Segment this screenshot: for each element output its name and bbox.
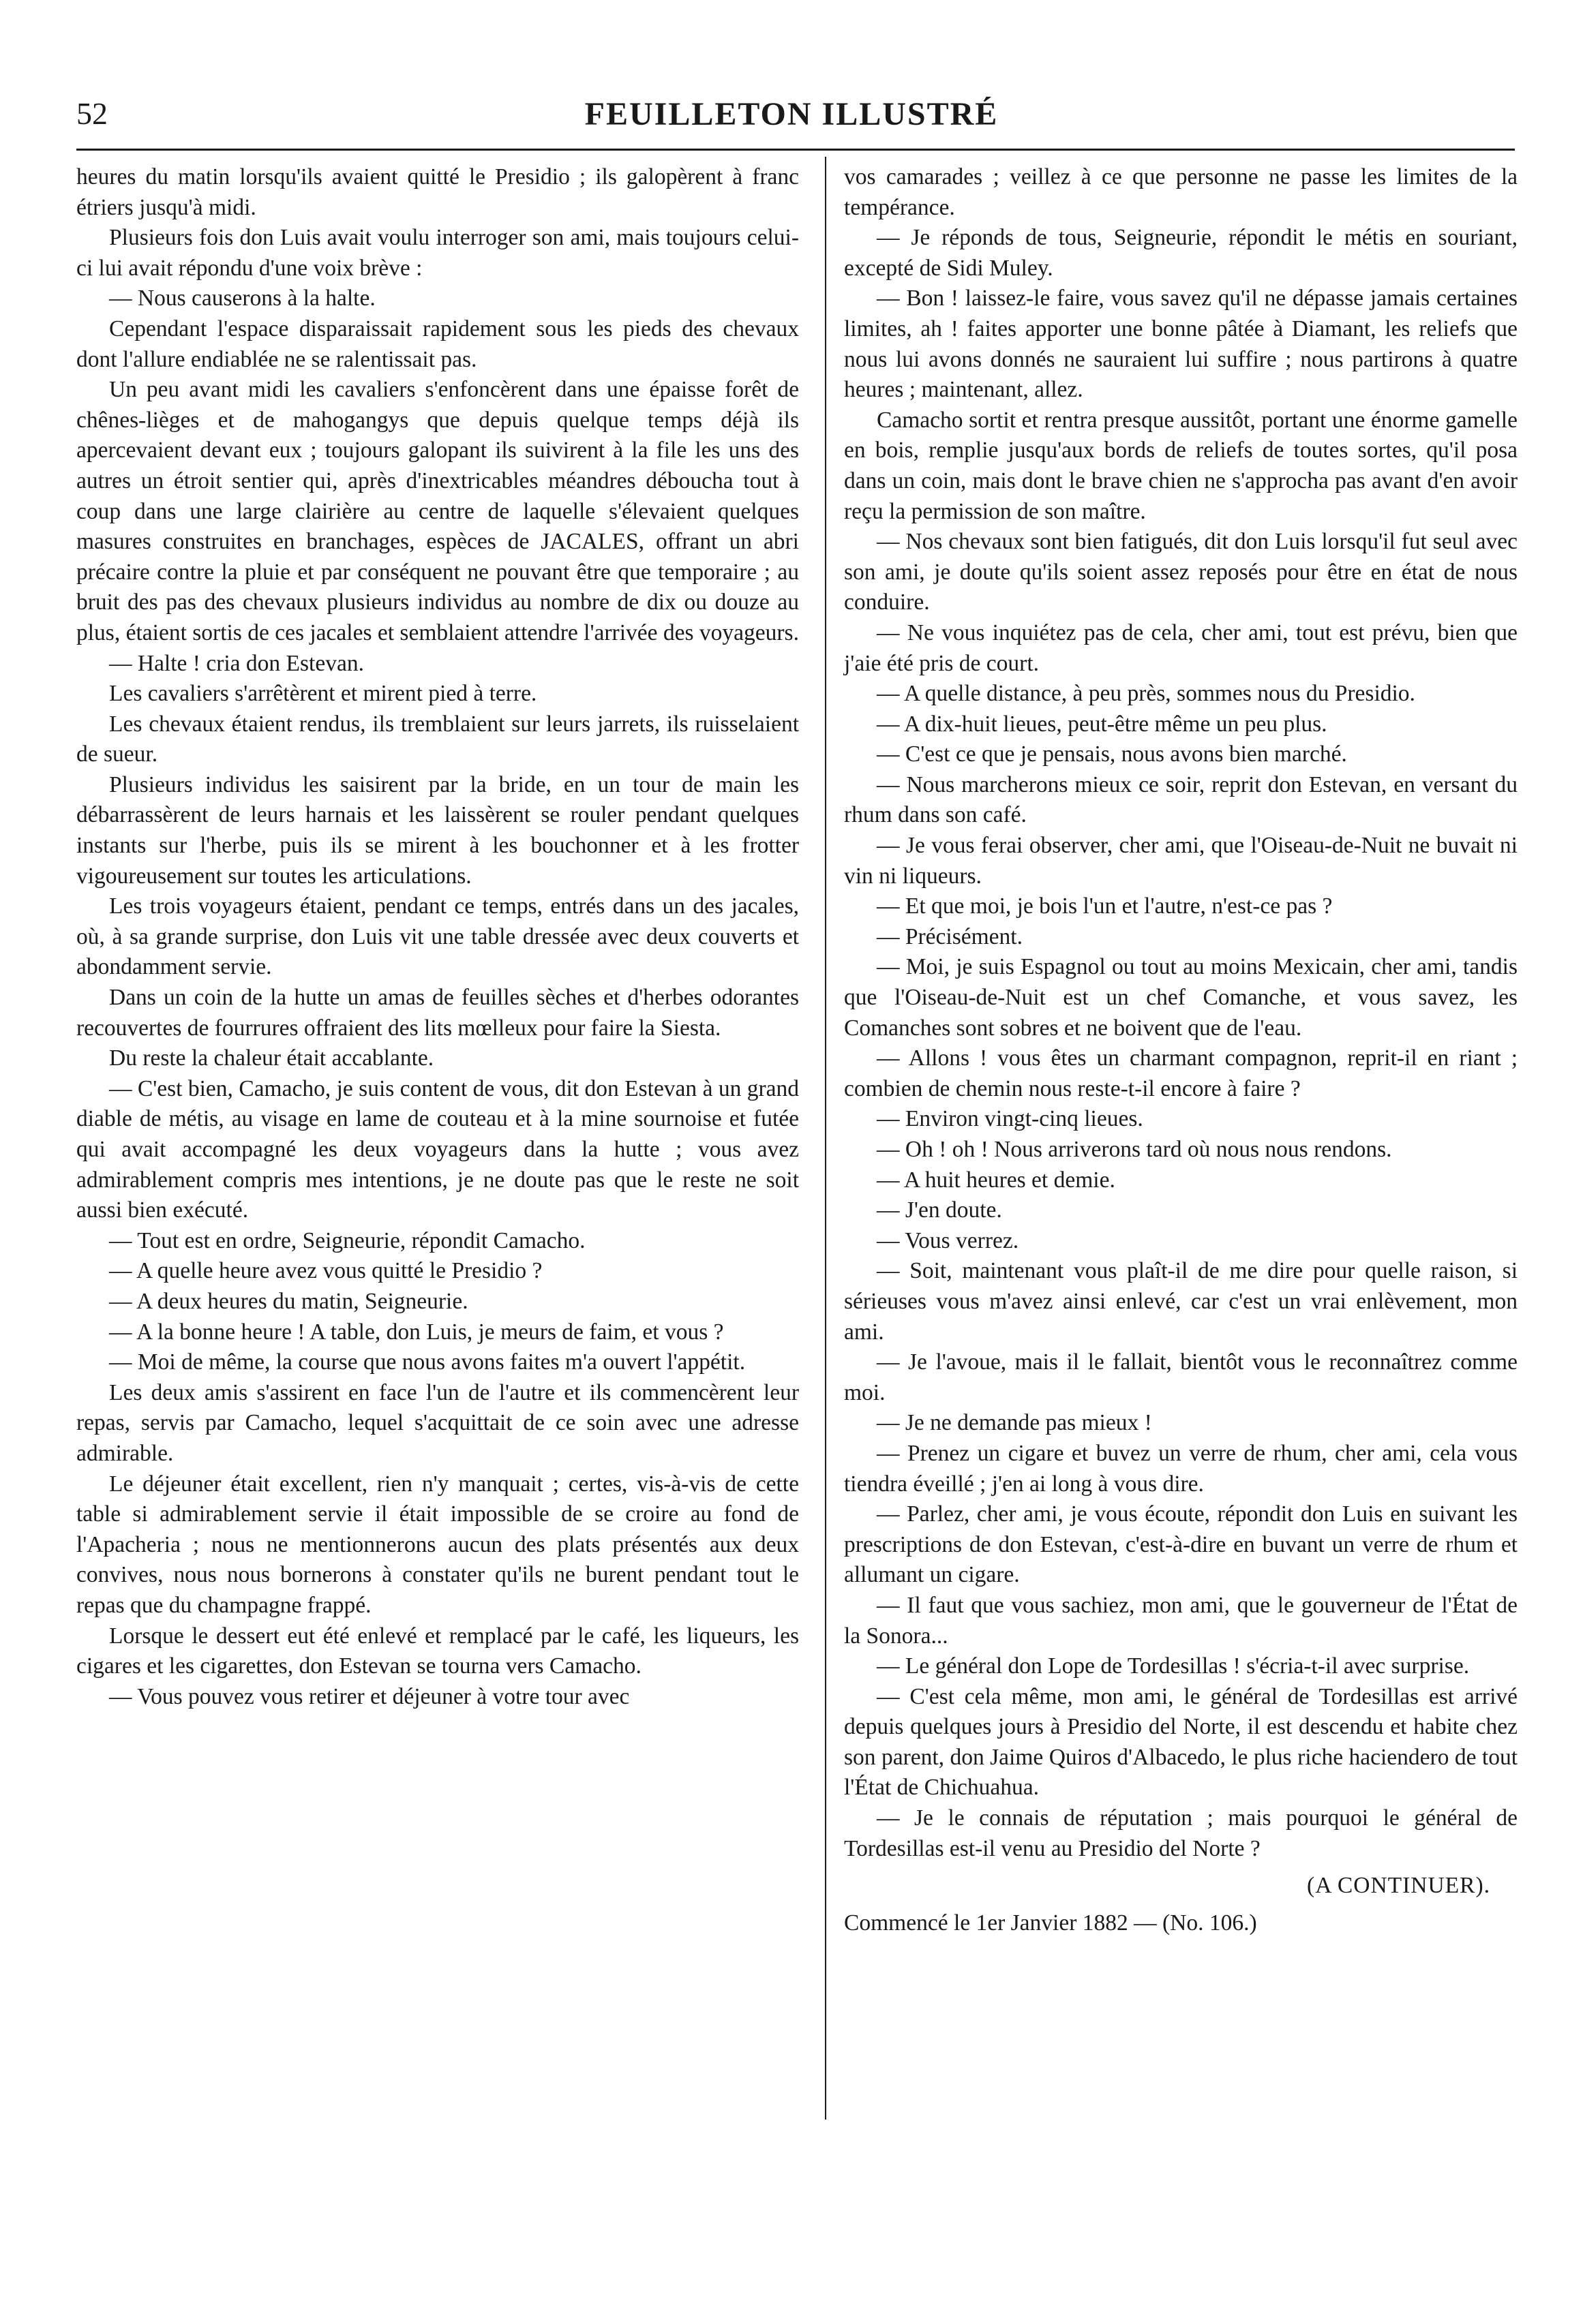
paragraph: Cependant l'espace disparaissait rapidement sous les pieds des chevaux dont l'allure endiablée ne se ralentissait pas. bbox=[76, 316, 799, 372]
paragraph: — Parlez, cher ami, je vous écoute, répondit don Luis en suivant les prescriptions de don Estevan, c'est-à-dire en buvant un verre de rhum et allumant un cigare. bbox=[844, 1501, 1518, 1588]
right-column bbox=[844, 162, 1518, 1938]
paragraph: — Allons ! vous êtes un charmant compagnon, reprit-il en riant ; combien de chemin nous reste-t-il encore à faire ? bbox=[844, 1045, 1518, 1101]
paragraph: — Environ vingt-cinq lieues. bbox=[877, 1106, 1143, 1132]
continuation-note: (A CONTINUER). bbox=[1307, 1873, 1490, 1899]
paragraph: Le déjeuner était excellent, rien n'y manquait ; certes, vis-à-vis de cette table si admirablement servie il était impossible de se croire au fond de l'Apacheria ; nous ne mentionnerons aucun des plats présentés aux deux convives, nous nous bornerons à constater qu'ils ne burent pendant tout le repas que du champagne frappé. bbox=[76, 1471, 799, 1618]
paragraph: — Vous pouvez vous retirer et déjeuner à votre tour avec bbox=[109, 1683, 630, 1709]
paragraph: — C'est cela même, mon ami, le général de Tordesillas est arrivé depuis quelques jours à Presidio del Norte, il est descendu et habite chez son parent, don Jaime Quiros d'Albacedo, le plus riche haciendero de tout l'État de Chichuahua. bbox=[844, 1683, 1518, 1801]
paragraph: — Précisément. bbox=[877, 923, 1023, 949]
paragraph: — A la bonne heure ! A table, don Luis, je meurs de faim, et vous ? bbox=[109, 1319, 724, 1345]
column-divider bbox=[825, 157, 826, 2120]
paragraph: Les deux amis s'assirent en face l'un de l'autre et ils commencèrent leur repas, servis par Camacho, lequel s'acquittait de ce soin avec une adresse admirable. bbox=[76, 1379, 799, 1466]
paragraph: — A quelle distance, à peu près, sommes nous du Presidio. bbox=[877, 681, 1415, 707]
paragraph: heures du matin lorsqu'ils avaient quitté le Presidio ; ils galopèrent à franc étriers jusqu'à midi. bbox=[76, 164, 799, 220]
paragraph: Plusieurs fois don Luis avait voulu interroger son ami, mais toujours celui-ci lui avait répondu d'une voix brève : bbox=[76, 225, 799, 281]
paragraph: — Il faut que vous sachiez, mon ami, que le gouverneur de l'État de la Sonora... bbox=[844, 1592, 1518, 1649]
paragraph: Lorsque le dessert eut été enlevé et remplacé par le café, les liqueurs, les cigares et les cigarettes, don Estevan se tourna vers Camacho. bbox=[76, 1623, 799, 1679]
paragraph: Camacho sortit et rentra presque aussitôt, portant une énorme gamelle en bois, remplie jusqu'aux bords de reliefs de toutes sortes, qu'il posa dans un coin, mais dont le brave chien ne s'approcha pas avant d'en avoir reçu la permission de son maître. bbox=[844, 407, 1518, 524]
paragraph: — Tout est en ordre, Seigneurie, répondit Camacho. bbox=[109, 1227, 586, 1253]
left-column bbox=[76, 162, 799, 1712]
paragraph: Les chevaux étaient rendus, ils tremblaient sur leurs jarrets, ils ruisselaient de sueur. bbox=[76, 711, 799, 767]
paragraph: — A huit heures et demie. bbox=[877, 1167, 1115, 1193]
paragraph: Les trois voyageurs étaient, pendant ce temps, entrés dans un des jacales, où, à sa grande surprise, don Luis vit une table dressée avec deux couverts et abondamment servie. bbox=[76, 893, 799, 980]
paragraph: — Nous causerons à la halte. bbox=[109, 286, 376, 311]
paragraph: — Nous marcherons mieux ce soir, reprit don Estevan, en versant du rhum dans son café. bbox=[844, 771, 1518, 828]
paragraph: — Vous verrez. bbox=[877, 1227, 1019, 1253]
paragraph: vos camarades ; veillez à ce que personne ne passe les limites de la tempérance. bbox=[844, 164, 1518, 220]
paragraph: — Soit, maintenant vous plaît-il de me dire pour quelle raison, si sérieuses vous m'avez ainsi enlevé, car c'est un vrai enlèvement, mon ami. bbox=[844, 1258, 1518, 1345]
page-title: FEUILLETON ILLUSTRÉ bbox=[584, 96, 999, 132]
paragraph: Un peu avant midi les cavaliers s'enfoncèrent dans une épaisse forêt de chênes-lièges et de mahogangys que depuis quelque temps déjà ils apercevaient devant eux ; toujours galopant ils suivirent à la file les uns des autres un étroit sentier qui, après d'inextricables méandres déboucha tout à coup dans une large clairière au centre de laquelle s'élevaient quelques masures construites en branchages, espèces de JACALES, offrant un abri précaire contre la pluie et par conséquent ne pouvant être que temporaire ; au bruit des pas des chevaux plusieurs individus au nombre de dix ou douze au plus, étaient sortis de ces jacales et semblaient attendre l'arrivée des voyageurs. bbox=[76, 377, 799, 645]
paragraph: — Et que moi, je bois l'un et l'autre, n'est-ce pas ? bbox=[877, 893, 1333, 919]
header-rule bbox=[76, 149, 1515, 151]
paragraph: — Je réponds de tous, Seigneurie, répondit le métis en souriant, excepté de Sidi Muley. bbox=[844, 225, 1518, 281]
paragraph: — Je ne demande pas mieux ! bbox=[877, 1410, 1152, 1436]
paragraph: — Je l'avoue, mais il le fallait, bientôt vous le reconnaîtrez comme moi. bbox=[844, 1349, 1518, 1405]
paragraph: Dans un coin de la hutte un amas de feuilles sèches et d'herbes odorantes recouvertes de fourrures offraient des lits mœlleux pour faire la Siesta. bbox=[76, 985, 799, 1041]
paragraph: — Bon ! laissez-le faire, vous savez qu'il ne dépasse jamais certaines limites, ah ! faites apporter une bonne pâtée à Diamant, les reliefs que nous lui avons donnés ne sauraient lui suffire ; nous partirons à quatre heures ; maintenant, allez. bbox=[844, 286, 1518, 403]
paragraph: — Ne vous inquiétez pas de cela, cher ami, tout est prévu, bien que j'aie été pris de court. bbox=[844, 620, 1518, 676]
paragraph: — A deux heures du matin, Seigneurie. bbox=[109, 1288, 468, 1314]
paragraph: Du reste la chaleur était accablante. bbox=[109, 1045, 434, 1071]
paragraph: — Le général don Lope de Tordesillas ! s'écria-t-il avec surprise. bbox=[877, 1653, 1470, 1679]
paragraph: Les cavaliers s'arrêtèrent et mirent pied à terre. bbox=[109, 681, 537, 707]
page-number: 52 bbox=[76, 96, 108, 131]
paragraph: — Moi de même, la course que nous avons faites m'a ouvert l'appétit. bbox=[109, 1349, 746, 1375]
paragraph: — Oh ! oh ! Nous arriverons tard où nous nous rendons. bbox=[877, 1137, 1392, 1162]
paragraph: — Je vous ferai observer, cher ami, que l'Oiseau-de-Nuit ne buvait ni vin ni liqueurs. bbox=[844, 833, 1518, 889]
paragraph: — A quelle heure avez vous quitté le Presidio ? bbox=[109, 1258, 543, 1284]
paragraph: — A dix-huit lieues, peut-être même un peu plus. bbox=[877, 711, 1327, 737]
paragraph: — Moi, je suis Espagnol ou tout au moins Mexicain, cher ami, tandis que l'Oiseau-de-Nuit est un chef Comanche, et vous savez, les Comanches sont sobres et ne boivent que de l'eau. bbox=[844, 954, 1518, 1041]
paragraph: — Prenez un cigare et buvez un verre de rhum, cher ami, cela vous tiendra éveillé ; j'en ai long à vous dire. bbox=[844, 1440, 1518, 1497]
paragraph: — Halte ! cria don Estevan. bbox=[109, 650, 364, 676]
serial-footer: Commencé le 1er Janvier 1882 — (No. 106.) bbox=[844, 1910, 1257, 1936]
paragraph: — C'est bien, Camacho, je suis content de vous, dit don Estevan à un grand diable de métis, au visage en lame de couteau et à la mine sournoise et futée qui avait accompagné les deux voyageurs dans la hutte ; vous avez admirablement compris mes intentions, je ne doute pas que le reste ne soit aussi bien exécuté. bbox=[76, 1075, 799, 1223]
paragraph: Plusieurs individus les saisirent par la bride, en un tour de main les débarrassèrent de leurs harnais et les laissèrent se rouler pendant quelques instants sur l'herbe, puis ils se mirent à les bouchonner et à les frotter vigoureusement sur toutes les articulations. bbox=[76, 771, 799, 889]
paragraph: — J'en doute. bbox=[877, 1197, 1002, 1223]
paragraph: — Nos chevaux sont bien fatigués, dit don Luis lorsqu'il fut seul avec son ami, je doute qu'ils soient assez reposés pour être en état de nous conduire. bbox=[844, 529, 1518, 615]
paragraph: — Je le connais de réputation ; mais pourquoi le général de Tordesillas est-il venu au Presidio del Norte ? bbox=[844, 1805, 1518, 1861]
paragraph: — C'est ce que je pensais, nous avons bien marché. bbox=[877, 741, 1347, 767]
